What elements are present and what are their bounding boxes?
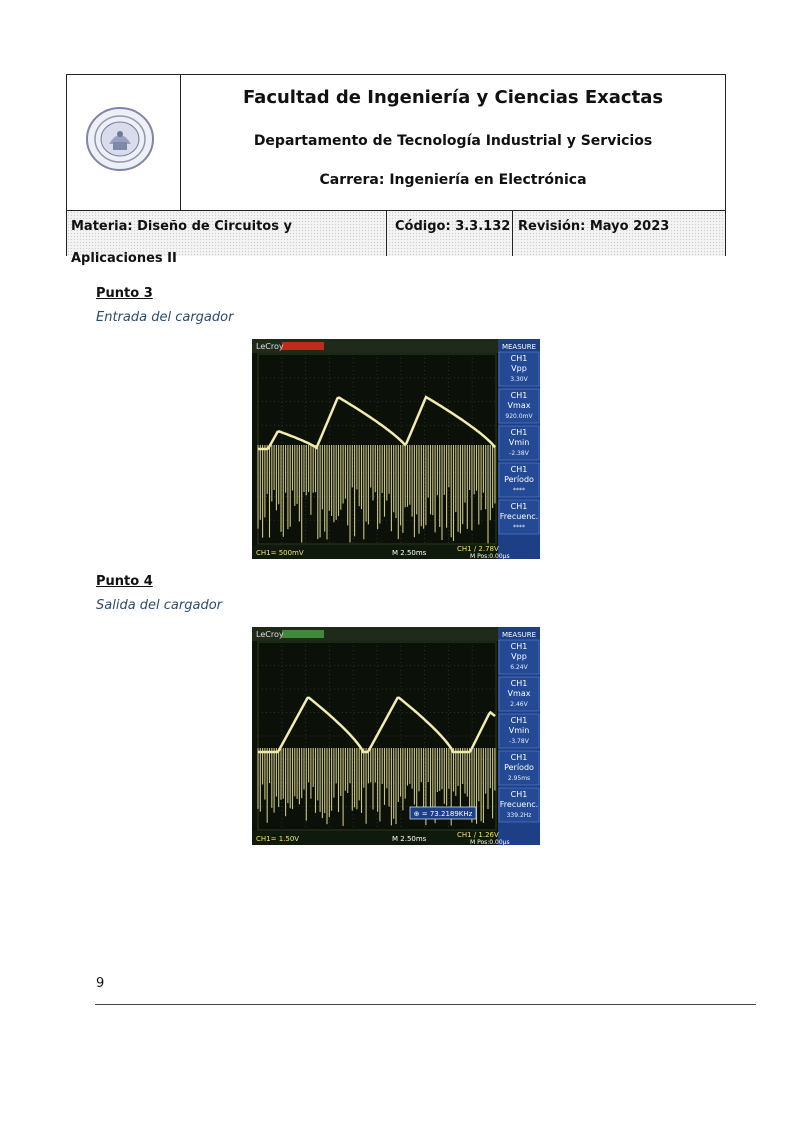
measure-value: 920.0mV (505, 413, 533, 420)
revision-cell: Revisión: Mayo 2023 (518, 219, 670, 234)
measure-value: 2.95ms (507, 775, 531, 782)
measure-name: Frecuenc. (499, 512, 539, 521)
measure-value: 3.30V (510, 376, 528, 383)
section-title-punto-4: Punto 4 (96, 574, 153, 589)
code-cell: Código: 3.3.132 (387, 211, 513, 256)
measure-value: 2.46V (510, 701, 528, 708)
measure-channel: CH1 (510, 465, 528, 474)
measure-value: **** (513, 487, 525, 494)
measure-name: Frecuenc. (499, 800, 539, 809)
scope-mpos: M Pos:0.00μs (470, 553, 510, 559)
scope-menu-label: MEASURE (501, 631, 537, 639)
scope-frequency-counter: ⊕ = 73.2189KHz (413, 810, 473, 818)
oscilloscope-screenshot-output (252, 627, 540, 845)
measure-channel: CH1 (510, 679, 528, 688)
page-number: 9 (96, 976, 105, 991)
university-seal-icon (85, 106, 155, 172)
measure-value: -3.78V (509, 738, 529, 745)
scope-menu-label: MEASURE (501, 343, 537, 351)
measure-name: Período (504, 763, 534, 772)
header-top-row (67, 75, 725, 211)
measure-value: **** (513, 524, 525, 531)
measure-channel: CH1 (510, 642, 528, 651)
measure-channel: CH1 (510, 354, 528, 363)
scope-mpos: M Pos:0.00μs (470, 839, 510, 845)
scope-channel-scale: CH1= 1.50V (256, 835, 300, 843)
scope-timebase: M 2.50ms (392, 835, 427, 843)
logo-cell (67, 75, 181, 210)
title-cell (181, 75, 725, 210)
scope-brand: LeCroy (256, 342, 284, 351)
scope-trigger: CH1 ∕ 1.26V (457, 831, 499, 839)
career-title: Carrera: Ingeniería en Electrónica (319, 172, 587, 188)
measure-channel: CH1 (510, 391, 528, 400)
measure-value: 339.2Hz (506, 812, 532, 819)
header-info-row (67, 211, 725, 266)
measure-value: 6.24V (510, 664, 528, 671)
subject-cell: Materia: Diseño de Circuitos y Aplicaciones II (67, 211, 387, 256)
measure-name: Vmax (507, 401, 531, 410)
measure-channel: CH1 (510, 753, 528, 762)
measure-channel: CH1 (510, 716, 528, 725)
oscilloscope-screenshot-input (252, 339, 540, 559)
measure-channel: CH1 (510, 502, 528, 511)
faculty-title: Facultad de Ingeniería y Ciencias Exactas (242, 87, 664, 108)
measure-name: Vpp (511, 364, 527, 373)
footer-divider (95, 1004, 756, 1005)
measure-name: Vmax (507, 689, 531, 698)
measure-name: Vmin (508, 438, 530, 447)
measure-name: Vpp (511, 652, 527, 661)
scope-trigger: CH1 ∕ 2.78V (457, 545, 499, 553)
measure-name: Vmin (508, 726, 530, 735)
section-title-punto-3: Punto 3 (96, 286, 153, 301)
measure-channel: CH1 (510, 790, 528, 799)
caption-salida: Salida del cargador (96, 598, 223, 613)
scope-channel-scale: CH1= 500mV (256, 549, 304, 557)
header-table (66, 74, 726, 266)
measure-channel: CH1 (510, 428, 528, 437)
measure-value: -2.38V (509, 450, 529, 457)
scope-brand: LeCroy (256, 630, 284, 639)
measure-name: Período (504, 475, 534, 484)
caption-entrada: Entrada del cargador (96, 310, 234, 325)
scope-timebase: M 2.50ms (392, 549, 427, 557)
department-title: Departamento de Tecnología Industrial y Servicios (253, 133, 653, 149)
